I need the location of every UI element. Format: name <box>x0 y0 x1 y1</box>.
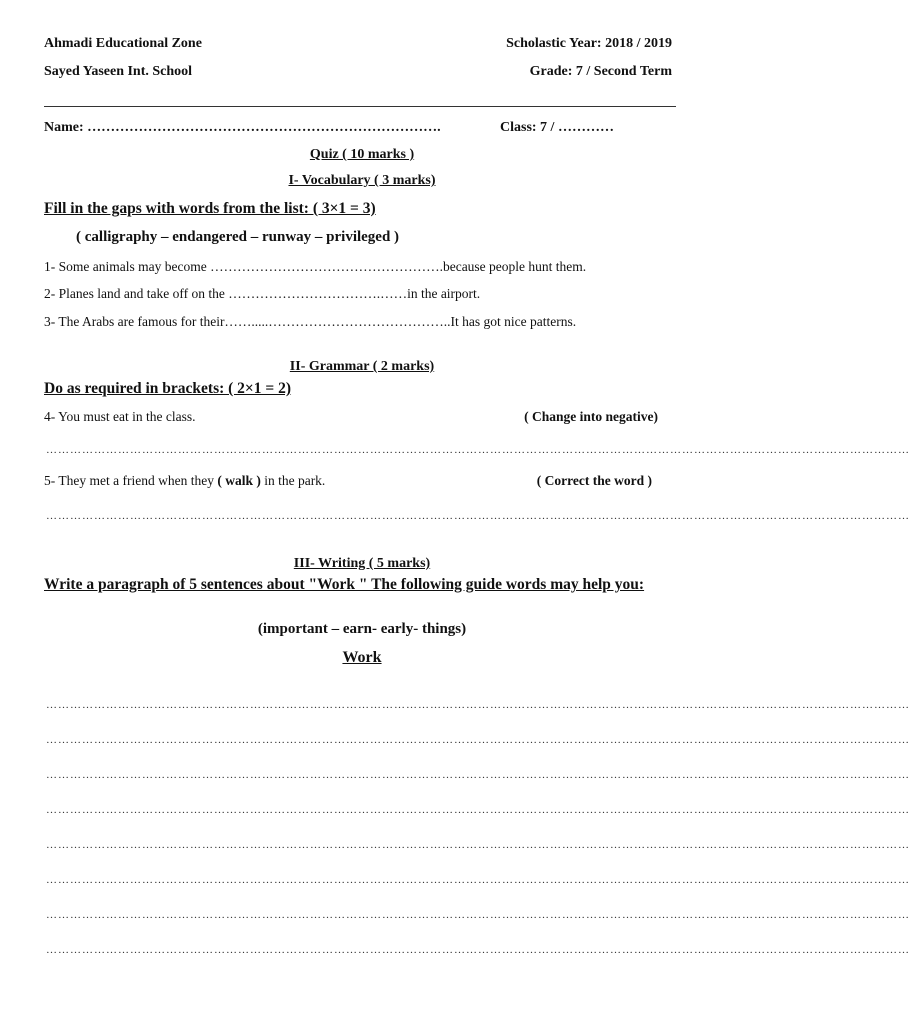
vocabulary-instruction: Fill in the gaps with words from the list: ( 3×1 = 3) <box>44 200 376 217</box>
quiz-title: Quiz ( 10 marks ) <box>309 147 415 162</box>
writing-line-7: ……………………………………………………………………………………………………………………………………………………………………………………………… <box>46 909 910 921</box>
zone-label: Ahmadi Educational Zone <box>44 36 202 51</box>
writing-topic: Work <box>342 649 382 666</box>
grammar-question-4-hint: ( Change into negative) <box>524 409 658 424</box>
vocabulary-heading: I- Vocabulary ( 3 marks) <box>288 173 436 188</box>
grammar-question-4: 4- You must eat in the class. <box>44 409 196 424</box>
writing-line-2: ……………………………………………………………………………………………………………………………………………………………………………………………… <box>46 734 910 746</box>
writing-heading: III- Writing ( 5 marks) <box>293 556 431 571</box>
grammar-heading: II- Grammar ( 2 marks) <box>289 359 435 374</box>
class-field: Class: 7 / ………… <box>500 120 614 135</box>
writing-line-4: ……………………………………………………………………………………………………………………………………………………………………………………………… <box>46 804 910 816</box>
vocab-question-1: 1- Some animals may become …………………………………………….because people hunt them. <box>44 259 587 274</box>
question-5-end: in the park. <box>260 473 326 488</box>
question-5-verb: ( walk ) <box>217 473 261 488</box>
scholastic-year: Scholastic Year: 2018 / 2019 <box>506 36 672 51</box>
writing-line-1: ……………………………………………………………………………………………………………………………………………………………………………………………… <box>46 699 910 711</box>
vocab-question-2: 2- Planes land and take off on the …………………………….……in the airport. <box>44 286 481 301</box>
header-divider <box>44 106 676 107</box>
writing-instruction: Write a paragraph of 5 sentences about "Work " The following guide words may help you: <box>44 576 645 593</box>
grammar-question-5 <box>44 473 325 489</box>
writing-guide-words: (important – earn- early- things) <box>257 621 467 637</box>
student-name-field: Name: …………………………………………………………………. <box>44 120 441 135</box>
vocab-question-3: 3- The Arabs are famous for their…….....…………………………………..It has got nice patterns. <box>44 314 577 329</box>
question-5-start: 5- They met a friend when they <box>44 473 218 488</box>
vocabulary-word-list: ( calligraphy – endangered – runway – privileged ) <box>76 229 400 245</box>
grade-term: Grade: 7 / Second Term <box>529 64 672 79</box>
writing-line-5: ……………………………………………………………………………………………………………………………………………………………………………………………… <box>46 839 910 851</box>
writing-line-8: ……………………………………………………………………………………………………………………………………………………………………………………………… <box>46 944 910 956</box>
answer-line-4: ……………………………………………………………………………………………………………………………………………………………………………………………… <box>46 444 910 456</box>
writing-line-3: ……………………………………………………………………………………………………………………………………………………………………………………………… <box>46 769 910 781</box>
answer-line-5: ……………………………………………………………………………………………………………………………………………………………………………………………… <box>46 510 910 522</box>
school-name: Sayed Yaseen Int. School <box>44 64 193 79</box>
grammar-question-5-hint: ( Correct the word ) <box>536 473 652 488</box>
writing-line-6: ……………………………………………………………………………………………………………………………………………………………………………………………… <box>46 874 910 886</box>
grammar-instruction: Do as required in brackets: ( 2×1 = 2) <box>44 380 292 397</box>
